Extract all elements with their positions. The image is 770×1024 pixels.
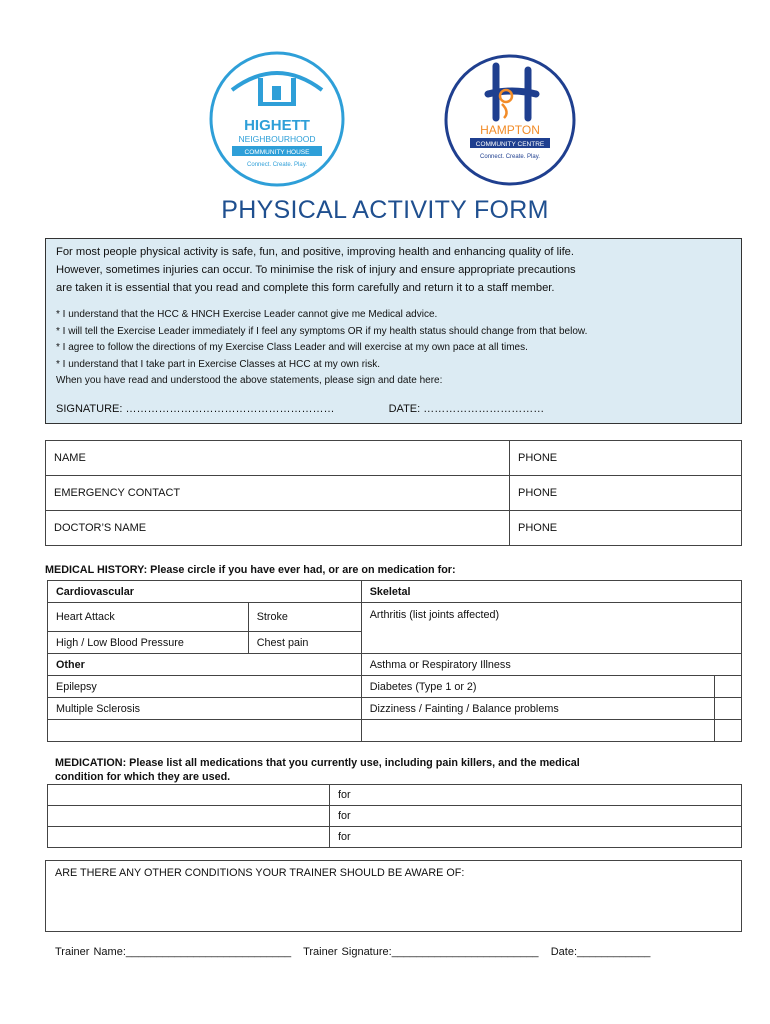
doctor-phone-field[interactable]: PHONE	[510, 511, 742, 546]
highett-band: COMMUNITY HOUSE	[244, 149, 310, 156]
arthritis-option[interactable]: Arthritis (list joints affected)	[361, 603, 741, 654]
medication-name-3[interactable]	[48, 827, 330, 848]
highett-name: HIGHETT	[244, 117, 310, 134]
statement-5: When you have read and understood the above statements, please sign and date here:	[56, 375, 443, 386]
doctor-name-field[interactable]: DOCTOR’S NAME	[46, 511, 510, 546]
hampton-tagline: Connect. Create. Play.	[480, 154, 540, 160]
statement-3: * I agree to follow the directions of my Exercise Class Leader and will exercise at my own pace at all times.	[56, 342, 528, 353]
hampton-logo	[442, 52, 578, 188]
name-field[interactable]: NAME	[46, 441, 510, 476]
dizziness-blank[interactable]	[714, 698, 741, 720]
highett-sub: NEIGHBOURHOOD	[238, 134, 316, 144]
other-conditions-label: ARE THERE ANY OTHER CONDITIONS YOUR TRAINER SHOULD BE AWARE OF:	[55, 867, 465, 879]
blank-row-extra[interactable]	[714, 720, 741, 742]
intro-line-3: are taken it is essential that you read and complete this form carefully and return it to a staff member.	[56, 282, 555, 294]
dizziness-option[interactable]: Dizziness / Fainting / Balance problems	[361, 698, 714, 720]
stroke-option[interactable]: Stroke	[248, 603, 361, 632]
medication-heading-line-2: condition for which they are used.	[55, 771, 231, 783]
epilepsy-option[interactable]: Epilepsy	[48, 676, 362, 698]
consent-box	[45, 238, 742, 424]
chest-pain-option[interactable]: Chest pain	[248, 632, 361, 654]
medication-name-1[interactable]	[48, 785, 330, 806]
other-conditions-box[interactable]	[45, 860, 742, 932]
hampton-band: COMMUNITY CENTRE	[475, 141, 545, 148]
contact-table	[45, 440, 742, 546]
skeletal-header: Skeletal	[361, 581, 741, 603]
intro-line-2: However, sometimes injuries can occur. To minimise the risk of injury and ensure appropriate precautions	[56, 264, 576, 276]
multiple-sclerosis-option[interactable]: Multiple Sclerosis	[48, 698, 362, 720]
other-header: Other	[48, 654, 362, 676]
date-field[interactable]: DATE: ……………………………	[388, 402, 545, 415]
medication-heading-line-1: MEDICATION: Please list all medications that you currently use, including pain killers, and the medical	[55, 757, 580, 769]
heart-attack-option[interactable]: Heart Attack	[48, 603, 249, 632]
asthma-option[interactable]: Asthma or Respiratory Illness	[361, 654, 741, 676]
statement-1: * I understand that the HCC & HNCH Exercise Leader cannot give me Medical advice.	[56, 309, 438, 320]
medical-history-heading: MEDICAL HISTORY: Please circle if you have ever had, or are on medication for:	[45, 564, 456, 576]
medical-history-table	[47, 580, 742, 742]
emergency-phone-field[interactable]: PHONE	[510, 476, 742, 511]
trainer-signature-field[interactable]: Trainer Signature:________________________	[303, 946, 539, 958]
blood-pressure-option[interactable]: High / Low Blood Pressure	[48, 632, 249, 654]
highett-tagline: Connect. Create. Play.	[247, 162, 307, 168]
statement-4: * I understand that I take part in Exercise Classes at HCC at my own risk.	[56, 358, 381, 370]
statement-2: * I will tell the Exercise Leader immediately if I feel any symptoms OR if my health status should change from that below.	[56, 325, 588, 337]
diabetes-blank[interactable]	[714, 676, 741, 698]
phone-field[interactable]: PHONE	[510, 441, 742, 476]
blank-row-left[interactable]	[48, 720, 362, 742]
highett-logo	[208, 50, 346, 188]
blank-row-right[interactable]	[361, 720, 714, 742]
trainer-name-field[interactable]: Trainer Name:___________________________	[55, 946, 292, 958]
trainer-date-field[interactable]: Date:____________	[550, 946, 651, 958]
medication-condition-1[interactable]: for	[330, 785, 742, 806]
medication-heading	[55, 756, 580, 784]
intro-line-1: For most people physical activity is safe, fun, and positive, improving health and enhancing quality of life.	[56, 246, 575, 258]
medication-table	[47, 784, 742, 848]
hampton-name: HAMPTON	[480, 123, 540, 137]
trainer-line	[55, 946, 650, 958]
page-title: PHYSICAL ACTIVITY FORM	[221, 196, 549, 224]
medication-condition-2[interactable]: for	[330, 806, 742, 827]
medication-name-2[interactable]	[48, 806, 330, 827]
diabetes-option[interactable]: Diabetes (Type 1 or 2)	[361, 676, 714, 698]
medication-condition-3[interactable]: for	[330, 827, 742, 848]
signature-field[interactable]: SIGNATURE: …………………………………………………	[56, 402, 335, 415]
cardiovascular-header: Cardiovascular	[48, 581, 362, 603]
emergency-contact-field[interactable]: EMERGENCY CONTACT	[46, 476, 510, 511]
